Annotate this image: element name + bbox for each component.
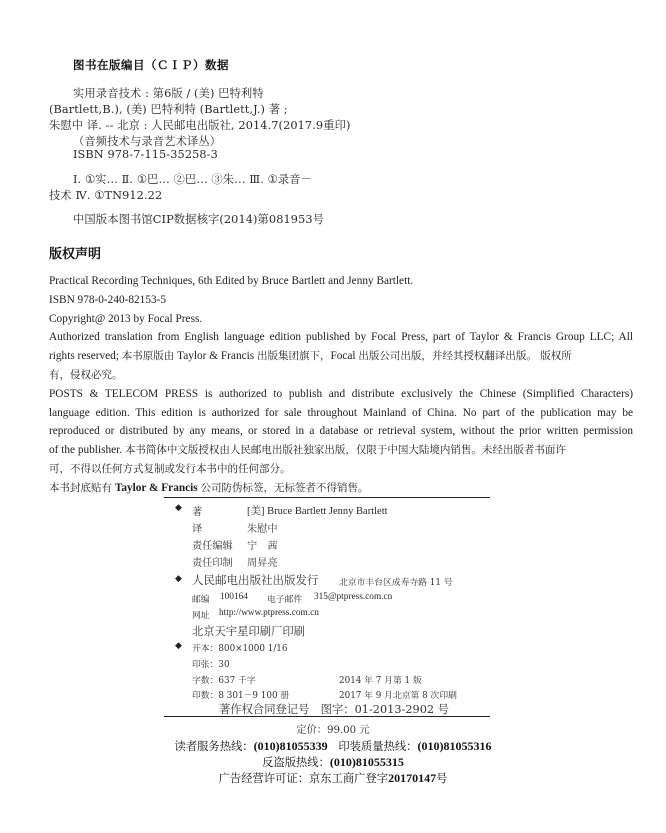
credit-label-print-manager: 责任印制 (192, 558, 233, 569)
hotline-row-2 (0, 754, 666, 770)
colophon-bottom-rule (164, 716, 490, 717)
email-label: 电子邮件 (267, 595, 303, 605)
cip-title: 图书在版编目（ＣＩＰ）数据 (73, 58, 229, 72)
auth-en-1: rights reserved; (49, 350, 119, 363)
email-value[interactable]: 315@ptpress.com.cn (314, 592, 393, 602)
hotline-row-1 (0, 738, 666, 754)
website-label: 网址 (192, 611, 210, 621)
anti-en: Taylor & Francis (114, 481, 198, 494)
original-isbn-line: ISBN 978-0-240-82153-5 (49, 293, 167, 306)
publisher-address: 北京市丰台区成寿寺路 11 号 (339, 578, 453, 588)
quality-hotline-number: (010)81055316 (417, 739, 492, 753)
cip-classification-1: Ⅰ. ①实… Ⅱ. ①巴… ②巴… ③朱… Ⅲ. ①录音－ (73, 173, 313, 186)
reader-service-number: (010)81055339 (253, 739, 328, 753)
bullet-diamond-icon: ◆ (175, 503, 182, 513)
ad-license-suffix: 号 (436, 772, 448, 785)
bullet-diamond-icon: ◆ (175, 641, 182, 651)
anti-counterfeit-line (49, 479, 633, 498)
authorization-line-3: 有，侵权必究。 (49, 368, 123, 381)
cip-line-authors: (Bartlett,B.), (美) 巴特利特 (Bartlett,J.) 著 ; (49, 103, 288, 116)
auth-en-3: Focal (330, 350, 356, 363)
copyright-heading: 版权声明 (49, 247, 102, 262)
anti-piracy-number: (010)81055315 (329, 755, 404, 769)
cip-line-title: 实用录音技术 : 第6版 / (美) 巴特利特 (73, 87, 264, 100)
license-line-2: language edition. This edition is authorized for sale throughout Mainland of China. No part of the publication may be (49, 406, 633, 419)
cip-approval-number: 中国版本图书馆CIP数据核字(2014)第081953号 (73, 213, 325, 226)
ad-license-row (0, 770, 666, 786)
print-sheets: 印张：30 (192, 660, 230, 670)
copyright-body (49, 272, 633, 498)
license-line-1: POSTS & TELECOM PRESS is authorized to publish and distribute exclusively the Chinese (Simplified Characters) (49, 387, 633, 400)
cip-line-series: （音频技术与录音艺术译丛） (73, 135, 222, 148)
bullet-diamond-icon: ◆ (175, 574, 182, 584)
printer-name: 北京天宇星印刷厂印刷 (192, 625, 305, 638)
license-line-3: reproduced or distributed by any means, or stored in a database or retrieval system, without the prior written permission (49, 425, 633, 438)
license-cn: 本书简体中文版授权由人民邮电出版社独家出版，仅限于中国大陆境内销售。未经出版者书面许 (124, 444, 566, 457)
credit-value-author: [美] Bruce Bartlett Jenny Bartlett (247, 506, 388, 517)
printing-info: 2017 年 9 月北京第 8 次印刷 (339, 691, 457, 701)
original-copyright-line: Copyright@ 2013 by Focal Press. (49, 312, 203, 325)
cip-line-isbn: ISBN 978-7-115-35258-3 (73, 148, 218, 161)
credit-value-print-manager: 周昇亮 (247, 558, 278, 569)
credit-label-translator: 译 (192, 524, 203, 535)
ad-license-number: 20170147 (388, 771, 437, 785)
credit-value-translator: 朱慰中 (247, 524, 278, 535)
word-count: 字数：637 千字 (192, 676, 256, 686)
edition-info: 2014 年 7 月第 1 版 (339, 676, 422, 686)
ad-license-label: 广告经营许可证：京东工商广登字 (218, 772, 389, 785)
credit-value-editor: 宁 茜 (247, 541, 278, 552)
print-run: 印数：8 301－9 100 册 (192, 691, 290, 701)
anti-cn-2: 公司防伪标签，无标签者不得销售。 (200, 481, 369, 494)
publisher-name: 人民邮电出版社出版发行 (192, 573, 319, 587)
authorization-line-1: Authorized translation from English language edition published by Focal Press, part of Taylor & Francis Group LLC; All (49, 331, 633, 344)
credit-label-author: 著 (192, 507, 203, 518)
postcode-value: 100164 (220, 592, 248, 602)
license-line-4 (49, 441, 633, 460)
postcode-label: 邮编 (192, 595, 210, 605)
reader-service-label: 读者服务热线： (174, 740, 254, 753)
quality-hotline-label: 印装质量热线： (338, 740, 418, 753)
price: 定价：99.00 元 (296, 725, 370, 736)
license-en: of the publisher. (49, 444, 123, 457)
license-line-5: 可，不得以任何方式复制或发行本书中的任何部分。 (49, 462, 291, 475)
website-link[interactable]: http://www.ptpress.com.cn (219, 608, 319, 618)
auth-cn-2: 出版集团旗下， (256, 350, 331, 363)
original-title-line: Practical Recording Techniques, 6th Edited by Bruce Bartlett and Jenny Bartlett. (49, 275, 414, 287)
anti-piracy-label: 反盗版热线： (262, 756, 330, 769)
auth-cn-3: 出版公司出版，并经其授权翻译出版。 版权所 (358, 350, 572, 363)
credit-label-editor: 责任编辑 (192, 541, 233, 552)
authorization-line-2 (49, 347, 633, 366)
auth-cn-1: 本书原版由 (121, 350, 175, 363)
anti-cn-1: 本书封底贴有 (49, 481, 112, 494)
cip-classification-2: 技术 Ⅳ. ①TN912.22 (49, 189, 163, 202)
copyright-registration: 著作权合同登记号 图字：01-2013-2902 号 (219, 703, 449, 716)
colophon-top-rule (164, 497, 490, 498)
cip-line-publisher: 朱慰中 译. -- 北京 : 人民邮电出版社, 2014.7(2017.9重印) (49, 119, 351, 132)
auth-en-2: Taylor & Francis (177, 350, 255, 363)
book-format: 开本：800×1000 1/16 (192, 644, 288, 654)
